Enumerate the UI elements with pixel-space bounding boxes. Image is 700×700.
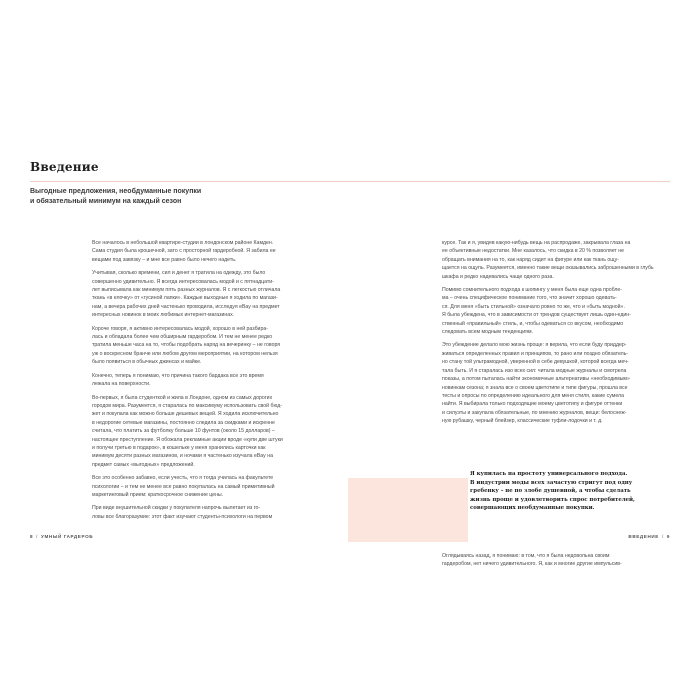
text-line: шкафа и редко надевались чаще одного раза.: [442, 273, 554, 280]
text-line: минимум десяти разных магазинов, и ночами я частенько изучала eBay на: [92, 453, 273, 460]
text-line: При виде внушительной скидки у покупателя напрочь вылетает из го-: [92, 505, 261, 512]
text-line: маркетинговый прием: краткосрочное снижение цены.: [92, 491, 224, 498]
text-line: тратила меньше часа на то, чтобы подобрать наряд на вечеринку – не говоря: [92, 342, 281, 349]
text-line: но стану той ультрамодной, уверенной в себе девушкой, которой всегда меч-: [442, 359, 629, 366]
text-line: ную рубашку, черный блейзер, классические туфли-лодочки и т. д.: [442, 418, 603, 425]
text-line: уж о воскресном бранче или любом другом мероприятии, на котором нельзя: [92, 350, 278, 357]
text-line: курсе. Так и я, увидев какую-нибудь вещь на распродаже, закрывала глаза на: [442, 240, 631, 246]
text-line: настоящее преступление. Я обожала рекламные акции вроде «купи две штуки: [92, 436, 283, 443]
page-number-right: 9: [666, 534, 670, 539]
right-page-text: [442, 239, 674, 426]
text-line: Оглядываясь назад, я понимаю: в том, что я была недовольна своим: [442, 553, 610, 559]
text-line: лет выписывала как минимум пять разных журналов. Я с легкостью отличала: [92, 287, 281, 294]
pull-quote-accent-block: [348, 478, 468, 542]
text-line: тала быть. И я старалась изо всех сил: читала модные журналы и смотрела: [442, 367, 627, 374]
right-page-footer: ВВЕДЕНИЕ / 9: [628, 534, 670, 539]
text-line: нам, а вечера рабочих дней частенько проводила, исследуя eBay на предмет: [92, 303, 280, 310]
chapter-title-footer: ВВЕДЕНИЕ: [628, 534, 659, 539]
text-line: психологии – и тем не менее все равно покупалась на самый примитивный: [92, 483, 275, 490]
quote-line: гребенку – не по злобе душевной, а чтобы сделать: [470, 488, 631, 495]
text-line: Это убеждение делало мою жизнь проще: я верила, что если буду приддер-: [442, 342, 627, 349]
chapter-title: Введение: [30, 160, 99, 174]
text-line: совершенно удивительно. Я всегда интересовалась модой и с пятнадцати-: [92, 278, 274, 285]
text-line: было появиться в обычных джинсах и майке.: [92, 359, 202, 366]
text-line: ма – очень специфическое понимание того, что значит хорошо одевать-: [442, 295, 617, 302]
paragraph: [92, 325, 312, 367]
pull-quote: [470, 470, 666, 513]
text-line: Помимо сомнительного подхода к шопингу у меня была еще одна пробле-: [442, 287, 622, 294]
paragraph: [92, 239, 312, 264]
text-line: ся. Для меня «быть стильной» означало ровно то же, что и «быть модной».: [442, 303, 625, 310]
text-line: Все началось в небольшой квартире-студии в лондонском районе Камден.: [92, 240, 274, 246]
paragraph: [92, 504, 312, 521]
paragraph: [92, 394, 312, 470]
text-line: интересных новинок в моих любимых интернет-магазинах.: [92, 312, 235, 319]
paragraph: [442, 341, 674, 425]
quote-line: Я купилась на простоту универсального подхода.: [470, 471, 628, 477]
paragraph: [92, 474, 312, 499]
text-line: Конечно, теперь я понимаю, что причина такого бардака все это время: [92, 372, 264, 379]
text-line: и силуэты и закупала обязательные, по мнению журналов, вещи: белоснеж-: [442, 409, 627, 416]
quote-line: совершающих необдуманные покупки.: [470, 505, 595, 512]
text-line: жет и покупала как можно больше дешевых вещей. Я ходила исключительно: [92, 411, 279, 418]
title-divider: [30, 181, 670, 182]
text-line: тесты и опросы по определению идеального для меня стиля, какие сумела: [442, 392, 624, 399]
text-line: считала, что платить за футболку больше 10 фунтов (около 15 долларов) –: [92, 428, 275, 435]
subtitle-line: и обязательный минимум на каждый сезон: [30, 198, 182, 205]
text-line: и получи третью в подарок», в кошельке у меня хранились карточки как: [92, 444, 266, 451]
subtitle-line: Выгодные предложения, необдуманные покупки: [30, 188, 202, 195]
quote-line: В индустрии моды всех зачастую стригут под одну: [470, 479, 633, 486]
text-line: найти. Я выбирала только подходящие моему цветотипу и фигуре оттенки: [442, 401, 623, 408]
text-line: обращать внимания на то, как наряд сидит на фигуре или как ткань ощу-: [442, 256, 619, 263]
quote-line: жизнь проще и удовлетворить спрос потребителей,: [470, 496, 635, 503]
text-line: ее объективные недостатки. Мне казалось, что скидка в 20 % позволяет не: [442, 248, 624, 255]
text-line: ственный «правильный» стиль, и, чтобы одеваться со вкусом, необходимо: [442, 320, 624, 327]
text-line: Короче говоря, я активно интересовалась модой, хорошо в ней разбира-: [92, 325, 268, 332]
book-title-footer: УМНЫЙ ГАРДЕРОБ: [41, 534, 94, 539]
chapter-subtitle: [30, 187, 390, 207]
text-line: гардеробом, нет ничего удивительного. Я, как и многие другие импульсив-: [442, 561, 622, 568]
left-page-footer: 8 / УМНЫЙ ГАРДЕРОБ: [30, 534, 94, 539]
text-line: предмет самых «выгодных» предложений.: [92, 461, 195, 468]
text-line: Я была убеждена, что в зависимости от трендов существует лишь один-един-: [442, 312, 631, 319]
text-line: новинкам сезона; я знала все о своем цветотипе и типе фигуры, прошла все: [442, 384, 628, 391]
paragraph: [92, 372, 312, 389]
text-line: живаться определенных правил и принципов, то рано или поздно обязатель-: [442, 350, 629, 357]
text-line: Во-первых, я была студенткой и жила в Лондоне, одном из самых дорогих: [92, 394, 273, 401]
text-line: ткань «в елочку» от «гусиной лапки». Каждые выходные я ходила по магази-: [92, 295, 278, 302]
text-line: городов мира. Разумеется, я старалась по максимуму использовать свой бюд-: [92, 402, 282, 409]
paragraph: [442, 552, 674, 569]
text-line: Сама студия была крошечной, зато с просторной гардеробной. Я забила ее: [92, 248, 276, 255]
text-line: Все это особенно забавно, если учесть, что я тогда училась на факультете: [92, 475, 274, 482]
left-page-text: [92, 239, 312, 521]
text-line: Учитывая, сколько времени, сил и денег я тратила на одежду, это было: [92, 270, 266, 277]
text-line: лежала на поверхности.: [92, 381, 151, 388]
text-line: показы, а потом пыталась найти экономичные альтернативы «необходимым»: [442, 376, 630, 383]
paragraph: [442, 286, 674, 336]
text-line: ловы все благоразумие: этот факт изучают студенты-психологи на первом: [92, 513, 273, 520]
text-line: лась и обладала более чем обширным гардеробом. И тем не менее редко: [92, 334, 273, 341]
paragraph: [92, 269, 312, 319]
text-line: в недорогие сетевые магазины, постоянно следила за скидками и искренне: [92, 419, 275, 426]
page-number-left: 8: [30, 534, 34, 539]
text-line: вещами под завязку – и мне все равно было нечего надеть.: [92, 256, 237, 263]
text-line: щается на ощупь. Разумеется, именно такие вещи оказывались заброшенными в глубь: [442, 265, 654, 272]
paragraph: [442, 239, 674, 281]
text-line: следовать всем модным тенденциям.: [442, 329, 533, 336]
right-page-text-continued: [442, 552, 674, 569]
